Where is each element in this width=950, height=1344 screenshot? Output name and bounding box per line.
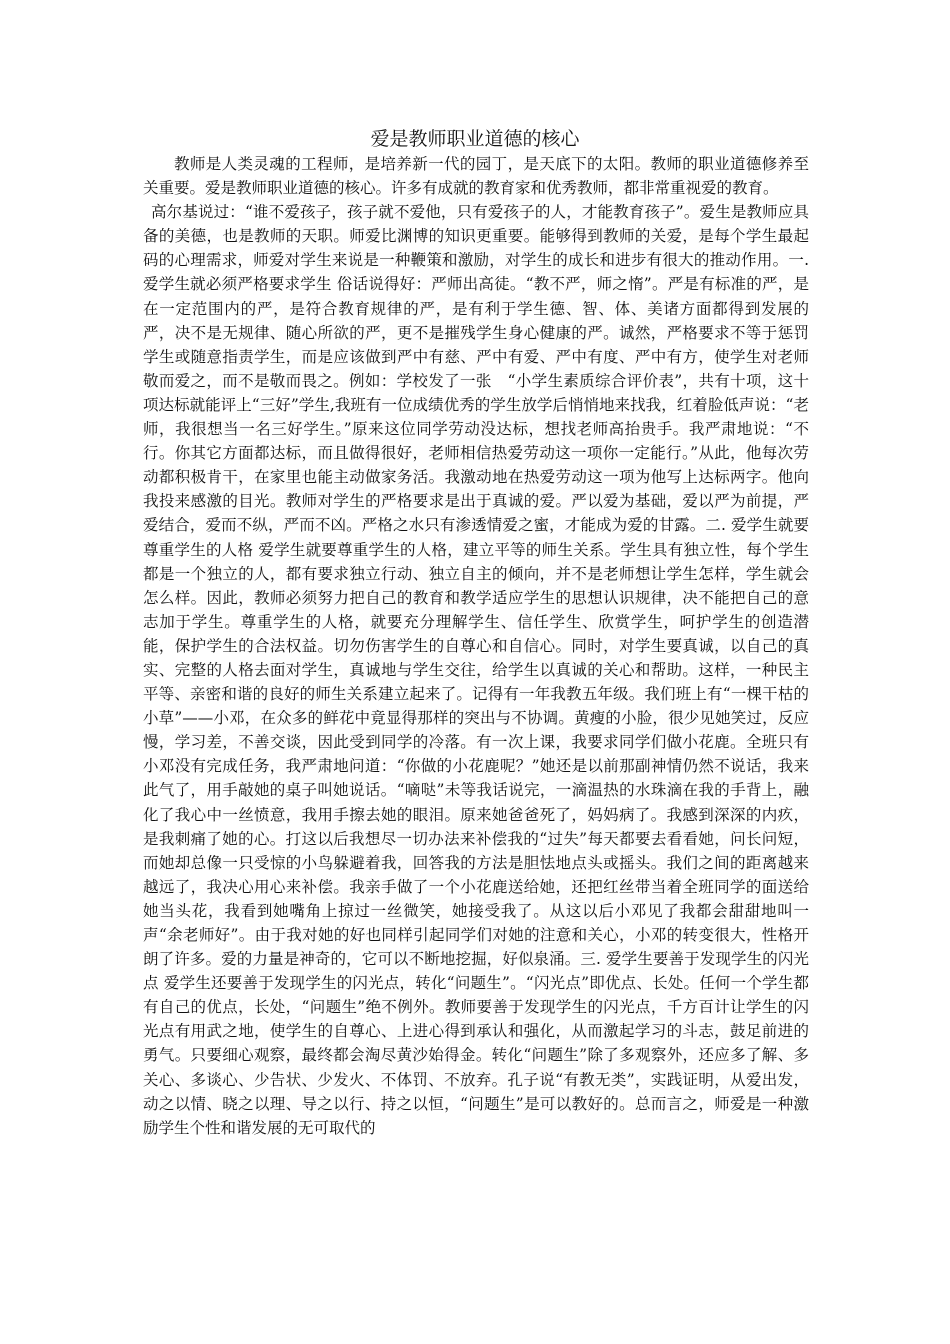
paragraph-intro: 教师是人类灵魂的工程师，是培养新一代的园丁，是天底下的太阳。教师的职业道德修养至关重要。爱是教师职业道德的核心。许多有成就的教育家和优秀教师，都非常重视爱的教育。 [143,155,809,198]
document-body [143,152,809,1140]
paragraph-main: 高尔基说过：“谁不爱孩子，孩子就不爱他，只有爱孩子的人，才能教育孩子”。爱生是教师应具备的美德，也是教师的天职。师爱比渊博的知识更重要。能够得到教师的关爱，是每个学生最起码的心理需求，师爱对学生来说是一种鞭策和激励，对学生的成长和进步有很大的推动作用。一. 爱学生就必须严格要求学生 俗话说得好：严师出高徒。“教不严，师之惰”。严是有标准的严，是在一定范围内的严，是符合教育规律的严，是有利于学生德、智、体、美诸方面都得到发展的严，决不是无规律、随心所欲的严，更不是摧残学生身心健康的严。诚然，严格要求不等于惩罚学生或随意指责学生，而是应该做到严中有慈、严中有爱、严中有度、严中有方，使学生对老师敬而爱之，而不是敬而畏之。例如：学校发了一张 “小学生素质综合评价表”，共有十项，这十项达标就能评上“三好”学生,我班有一位成绩优秀的学生放学后悄悄地来找我，红着脸低声说：“老师，我很想当一名三好学生。”原来这位同学劳动没达标，想找老师高抬贵手。我严肃地说：“不行。你其它方面都达标，而且做得很好，老师相信热爱劳动这一项你一定能行。”从此，他每次劳动都积极肯干，在家里也能主动做家务活。我激动地在热爱劳动这一项为他写上达标两字。他向我投来感激的目光。教师对学生的严格要求是出于真诚的爱。严以爱为基础，爱以严为前提，严爱结合，爱而不纵，严而不凶。严格之水只有渗透情爱之蜜，才能成为爱的甘露。二. 爱学生就要尊重学生的人格 爱学生就要尊重学生的人格，建立平等的师生关系。学生具有独立性，每个学生都是一个独立的人，都有要求独立行动、独立自主的倾向，并不是老师想让学生怎样，学生就会怎么样。因此，教师必须努力把自己的教育和教学适应学生的思想认识规律，决不能把自己的意志加于学生。尊重学生的人格，就要充分理解学生、信任学生、欣赏学生，呵护学生的创造潜能，保护学生的合法权益。切勿伤害学生的自尊心和自信心。同时，对学生要真诚，以自己的真实、完整的人格去面对学生，真诚地与学生交往，给学生以真诚的关心和帮助。这样，一种民主平等、亲密和谐的良好的师生关系建立起来了。记得有一年我教五年级。我们班上有“一棵干枯的小草”——小邓，在众多的鲜花中竟显得那样的突出与不协调。黄瘦的小脸，很少见她笑过，反应慢，学习差，不善交谈，因此受到同学的冷落。有一次上课，我要求同学们做小花鹿。全班只有小邓没有完成任务，我严肃地问道：“你做的小花鹿呢？”她还是以前那副神情仍然不说话，我来此气了，用手敲她的桌子叫她说话。“嘀哒”未等我话说完，一滴温热的水珠滴在我的手背上，融化了我心中一丝愤意，我用手擦去她的眼泪。原来她爸爸死了，妈妈病了。我感到深深的内疚，是我刺痛了她的心。打这以后我想尽一切办法来补偿我的“过失”每天都要去看看她，问长问短，而她却总像一只受惊的小鸟躲避着我，回答我的方法是胆怯地点头或摇头。我们之间的距离越来越远了，我决心用心来补偿。我亲手做了一个小花鹿送给她，还把红丝带当着全班同学的面送给她当头花，我看到她嘴角上掠过一丝微笑，她接受我了。从这以后小邓见了我都会甜甜地叫一声“余老师好”。由于我对她的好也同样引起同学们对她的注意和关心，小邓的转变很大，性格开朗了许多。爱的力量是神奇的，它可以不断地挖掘，好似泉涌。三. 爱学生要善于发现学生的闪光点 爱学生还要善于发现学生的闪光点，转化“问题生”。“闪光点”即优点、长处。任何一个学生都有自己的优点，长处，“问题生”绝不例外。教师要善于发现学生的闪光点，千方百计让学生的闪光点有用武之地，使学生的自尊心、上进心得到承认和强化，从而激起学习的斗志，鼓足前进的勇气。只要细心观察，最终都会淘尽黄沙始得金。转化“问题生”除了多观察外，还应多了解、多关心、多谈心、少告状、少发火、不体罚、不放弃。孔子说“有教无类”，实践证明，从爱出发，动之以情、晓之以理、导之以行、持之以恒，“问题生”是可以教好的。总而言之，师爱是一种激励学生个性和谐发展的无可取代的 [143,203,809,1137]
document-title: 爱是教师职业道德的核心 [370,128,580,150]
